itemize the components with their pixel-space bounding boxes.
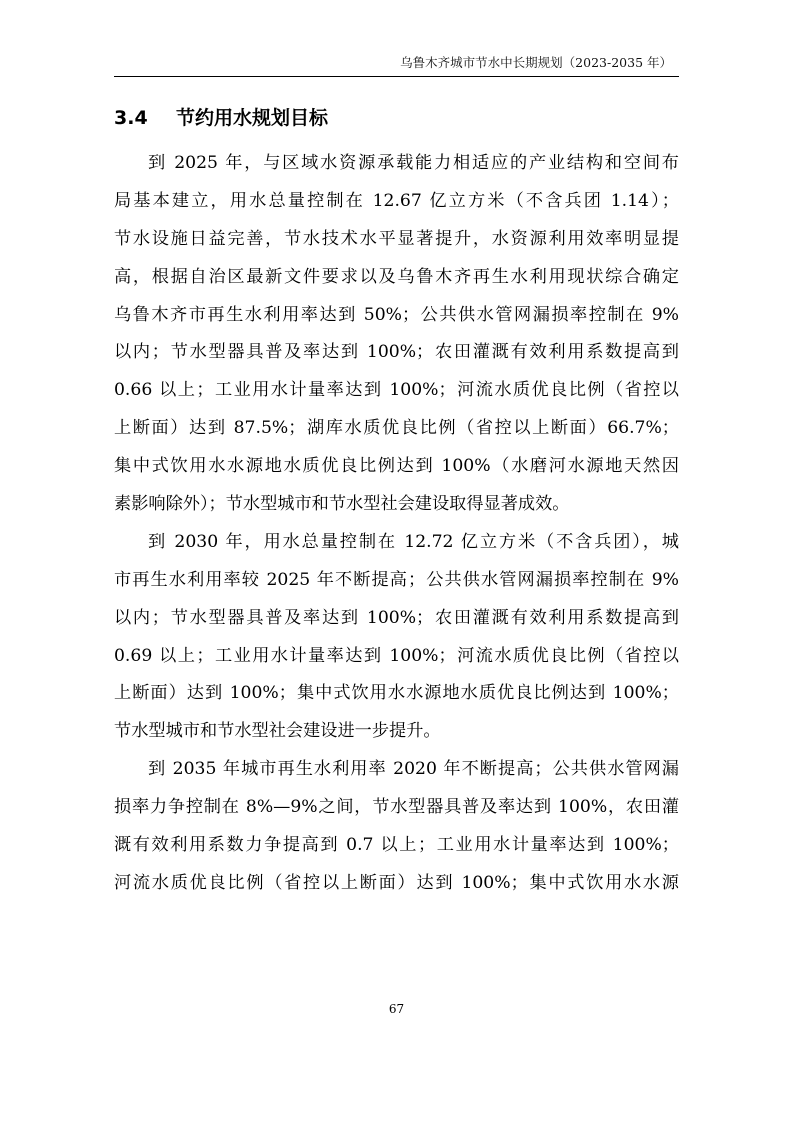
text-line: 损率力争控制在 8%—9%之间，节水型器具普及率达到 100%，农田灌 [114, 797, 679, 818]
text-line: 到 2025 年，与区域水资源承载能力相适应的产业结构和空间布 [148, 153, 679, 173]
text-line: 0.66 以上；工业用水计量率达到 100%；河流水质优良比例（省控以 [114, 380, 679, 401]
page-number: 67 [388, 1002, 405, 1016]
header-divider [114, 76, 679, 77]
text-line: 河流水质优良比例（省控以上断面）达到 100%；集中式饮用水水源 [114, 872, 679, 893]
section-number: 3.4 [114, 107, 148, 129]
body-text [114, 145, 679, 903]
text-line: 上断面）达到 87.5%；湖库水质优良比例（省控以上断面）66.7%； [114, 418, 679, 439]
running-header: 乌鲁木齐城市节水中长期规划（2023-2035 年） [400, 55, 672, 70]
text-line: 上断面）达到 100%；集中式饮用水水源地水质优良比例达到 100%； [114, 683, 679, 704]
text-line: 高，根据自治区最新文件要求以及乌鲁木齐再生水利用现状综合确定 [114, 266, 679, 287]
text-line: 市再生水利用率较 2025 年不断提高；公共供水管网漏损率控制在 9% [114, 569, 679, 590]
text-line: 到 2030 年，用水总量控制在 12.72 亿立方米（不含兵团），城 [148, 531, 679, 552]
section-heading [114, 104, 328, 132]
text-line: 节水设施日益完善，节水技术水平显著提升，水资源利用效率明显提 [114, 228, 679, 249]
text-line: 以内；节水型器具普及率达到 100%；农田灌溉有效利用系数提高到 [114, 342, 679, 363]
text-line: 乌鲁木齐市再生水利用率达到 50%；公共供水管网漏损率控制在 9% [114, 304, 679, 325]
paragraph-2025-targets [114, 145, 679, 524]
text-line: 0.69 以上；工业用水计量率达到 100%；河流水质优良比例（省控以 [114, 645, 679, 666]
text-line: 以内；节水型器具普及率达到 100%；农田灌溉有效利用系数提高到 [114, 607, 679, 628]
text-line: 节水型城市和节水型社会建设进一步提升。 [114, 721, 441, 742]
text-line: 集中式饮用水水源地水质优良比例达到 100%（水磨河水源地天然因 [114, 456, 679, 477]
paragraph-2030-targets [114, 524, 679, 751]
text-line: 到 2035 年城市再生水利用率 2020 年不断提高；公共供水管网漏 [148, 759, 679, 780]
text-line: 局基本建立，用水总量控制在 12.67 亿立方米（不含兵团 1.14）； [114, 190, 679, 211]
paragraph-2035-targets [114, 751, 679, 903]
text-line: 素影响除外）；节水型城市和节水型社会建设取得显著成效。 [114, 494, 570, 515]
section-title: 节约用水规划目标 [176, 107, 329, 129]
text-line: 溉有效利用系数力争提高到 0.7 以上；工业用水计量率达到 100%； [114, 835, 679, 856]
